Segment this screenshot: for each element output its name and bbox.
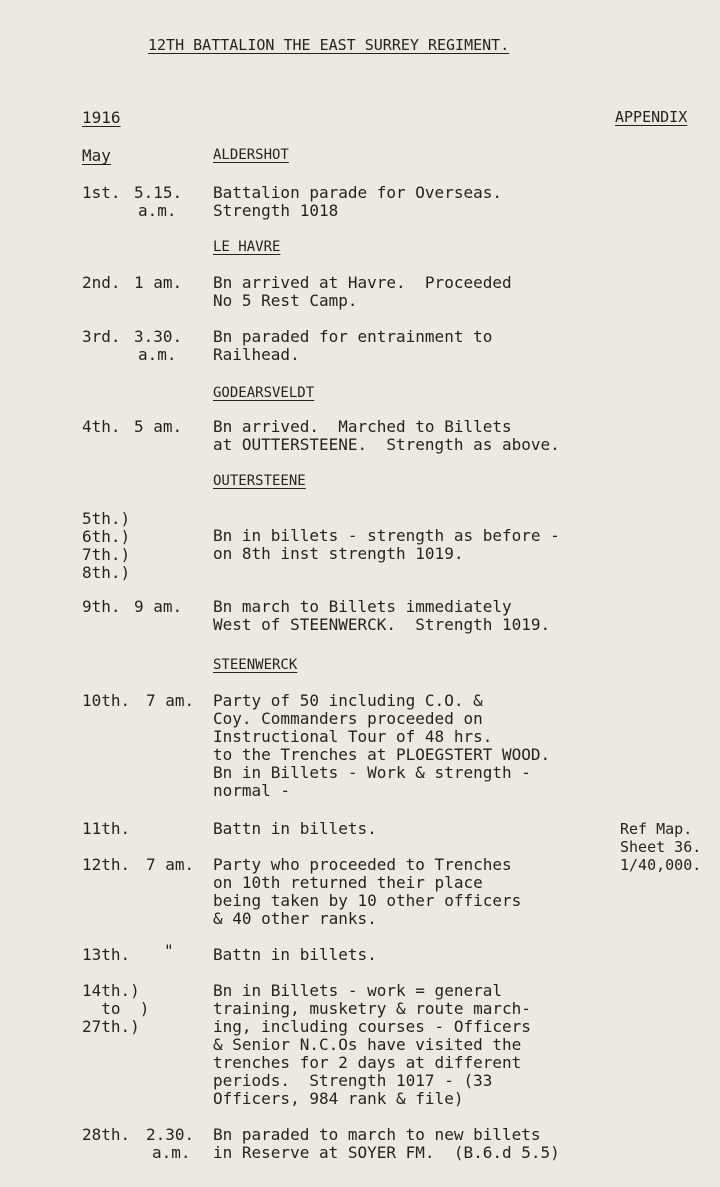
entry-date: 12th. xyxy=(82,855,131,874)
entry-text: Bn arrived. Marched to Billets at OUTTERSTEENE. Strength as above. xyxy=(213,417,560,454)
entry-time: 7 am. xyxy=(146,855,195,874)
entry-time: 3.30. a.m. xyxy=(134,327,183,364)
entry-text: Bn in Billets - work = general training, musketry & route march- ing, including courses - Officers & Senior N.C.Os have visited the trenches for 2 days at different periods. Strength 1017 - (33 Officers, 984 rank & file) xyxy=(213,981,531,1108)
entry-text: Bn arrived at Havre. Proceeded No 5 Rest Camp. xyxy=(213,273,512,310)
entry-time: 5.15. a.m. xyxy=(134,183,183,220)
place-godearsveldt: GODEARSVELDT xyxy=(213,385,315,401)
entry-date: 1st. xyxy=(82,183,121,202)
entry-time: 9 am. xyxy=(134,597,183,616)
entry-date: 9th. xyxy=(82,597,121,616)
entry-date: 10th. xyxy=(82,691,131,710)
entry-time: 5 am. xyxy=(134,417,183,436)
entry-text: Battalion parade for Overseas. Strength 1018 xyxy=(213,183,502,220)
entry-time: 7 am. xyxy=(146,691,195,710)
entry-text: Party of 50 including C.O. & Coy. Commanders proceeded on Instructional Tour of 48 hrs. to the Trenches at PLOEGSTERT WOOD. Bn in Billets - Work & strength - normal - xyxy=(213,691,551,800)
entry-date: 2nd. xyxy=(82,273,121,292)
entry-date: 28th. xyxy=(82,1125,131,1144)
entry-time: 1 am. xyxy=(134,273,183,292)
entry-text: Bn march to Billets immediately West of STEENWERCK. Strength 1019. xyxy=(213,597,551,634)
entry-text: Party who proceeded to Trenches on 10th returned their place being taken by 10 other officers & 40 other ranks. xyxy=(213,855,522,928)
entry-time: 2.30. a.m. xyxy=(146,1125,195,1162)
entry-text: Bn paraded for entrainment to Railhead. xyxy=(213,327,493,364)
entry-text: Battn in billets. xyxy=(213,945,377,964)
entry-text: Bn in billets - strength as before - on 8th inst strength 1019. xyxy=(213,526,560,563)
entry-date: 4th. xyxy=(82,417,121,436)
ditto-mark: " xyxy=(164,941,174,960)
appendix-heading: APPENDIX xyxy=(615,108,688,126)
entry-date: 3rd. xyxy=(82,327,121,346)
entry-text: Battn in billets. xyxy=(213,819,377,838)
place-outtersteene: OUTERSTEENE xyxy=(213,473,306,489)
document-title: 12TH BATTALION THE EAST SURREY REGIMENT. xyxy=(148,36,510,54)
place-steenwerck: STEENWERCK xyxy=(213,657,298,673)
entry-date: 5th.) 6th.) 7th.) 8th.) xyxy=(82,509,131,582)
place-aldershot: ALDERSHOT xyxy=(213,147,289,163)
month-heading: May xyxy=(82,146,111,165)
entry-date: 13th. xyxy=(82,945,131,964)
entry-date: 14th.) to ) 27th.) xyxy=(82,981,150,1036)
entry-text: Bn paraded to march to new billets in Reserve at SOYER FM. (B.6.d 5.5) xyxy=(213,1125,560,1162)
year-heading: 1916 xyxy=(82,108,121,127)
ref-map-note: Ref Map. Sheet 36. 1/40,000. xyxy=(620,820,702,874)
place-le-havre: LE HAVRE xyxy=(213,239,281,255)
entry-date: 11th. xyxy=(82,819,131,838)
